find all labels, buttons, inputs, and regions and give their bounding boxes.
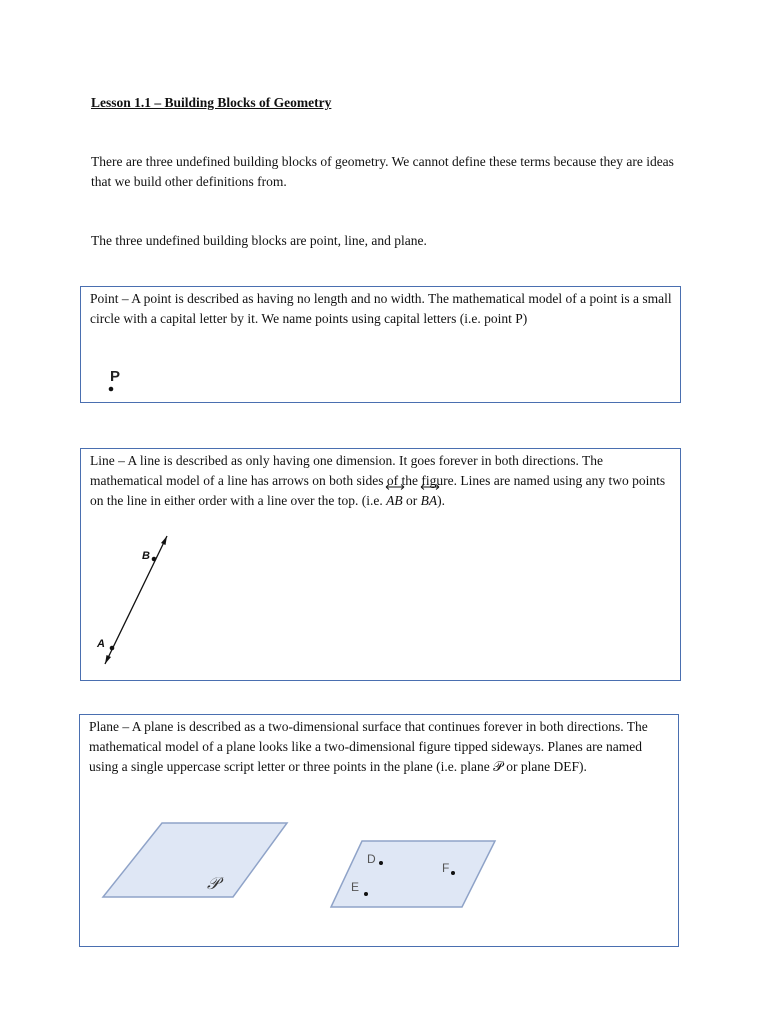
point-label-p: P [110, 368, 121, 385]
line-definition-text [90, 451, 672, 511]
plane-figures [95, 815, 515, 915]
line-name-connector: or [402, 493, 421, 508]
plane-p-label: 𝒫 [207, 874, 220, 893]
intro-paragraph: There are three undefined building blocks of geometry. We cannot define these terms because they are ideas that we build other definitions from. [91, 154, 674, 189]
point-definition-text: Point – A point is described as having no length and no width. The mathematical model of a point is a small circle with a capital letter by it. We name points using capital letters (i.e. point P) [90, 291, 672, 326]
point-e-dot [364, 892, 368, 896]
point-b-dot [152, 557, 157, 562]
arrow-down-icon [105, 655, 111, 664]
plane-p-shape [103, 823, 287, 897]
label-b: B [142, 550, 150, 562]
plane-label-e: E [351, 880, 360, 894]
label-a: A [97, 638, 105, 650]
arrow-up-icon [161, 536, 167, 545]
double-arrow-icon [385, 483, 405, 491]
line-definition-end: ). [437, 493, 446, 508]
plane-def-shape [331, 841, 495, 907]
line-figure [90, 528, 180, 673]
point-a-dot [110, 646, 115, 651]
point-definition-box [80, 286, 681, 403]
plane-label-d: D [367, 852, 376, 866]
point-figure [100, 364, 140, 396]
point-dot [109, 387, 114, 392]
plane-label-f: F [442, 861, 450, 875]
intro-summary: The three undefined building blocks are point, line, and plane. [91, 233, 427, 248]
point-d-dot [379, 861, 383, 865]
point-f-dot [451, 871, 455, 875]
page-title: Lesson 1.1 – Building Blocks of Geometry [91, 95, 332, 110]
plane-definition-text: Plane – A plane is described as a two-dimensional surface that continues forever in both directions. The mathematical model of a plane looks like a two-dimensional figure tipped sideways. Planes are named using a single uppercase script letter or three points in the plane (i.e. plane 𝒫 or plane DEF). [89, 719, 648, 774]
line-definition-body: Line – A line is described as only having one dimension. It goes forever in both directions. The mathematical model of a line has arrows on both sides of the figure. Lines are named using any two points on the line in either order with a line over the top. (i.e. [90, 453, 666, 508]
line-name-ba: BA [421, 491, 438, 511]
line-ab [105, 536, 167, 664]
double-arrow-icon [420, 483, 440, 491]
line-name-ab: AB [386, 491, 403, 511]
